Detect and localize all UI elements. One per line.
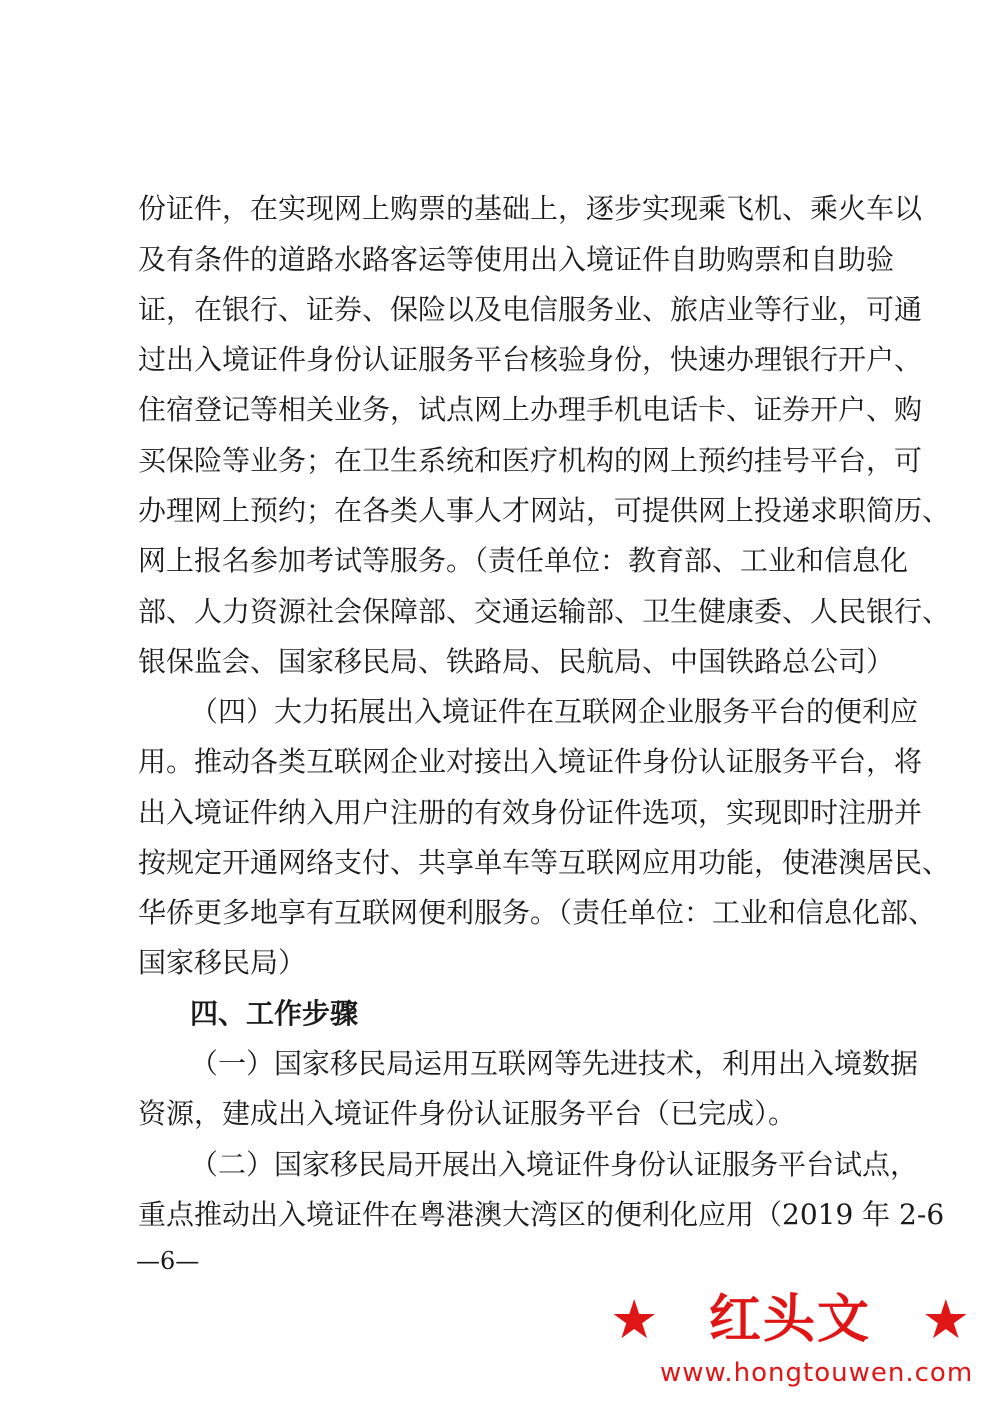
star-icon: ★ xyxy=(921,1288,970,1351)
text-line: 办理网上预约；在各类人事人才网站，可提供网上投递求职简历、 xyxy=(138,494,951,527)
text-line: 出入境证件纳入用户注册的有效身份证件选项，实现即时注册并 xyxy=(138,796,923,829)
text-line: 国家移民局） xyxy=(138,946,307,979)
text-line: 住宿登记等相关业务，试点网上办理手机电话卡、证券开户、购 xyxy=(138,393,923,426)
text-line: 买保险等业务；在卫生系统和医疗机构的网上预约挂号平台，可 xyxy=(138,444,923,477)
section-heading: 四、工作步骤 xyxy=(190,997,359,1030)
text-line: 银保监会、国家移民局、铁路局、民航局、中国铁路总公司） xyxy=(138,645,895,678)
text-line: 证，在银行、证券、保险以及电信服务业、旅店业等行业，可通 xyxy=(138,293,923,326)
text-line: 网上报名参加考试等服务。（责任单位：教育部、工业和信息化 xyxy=(138,544,909,577)
section-four-paragraph-start: （四）大力拓展出入境证件在互联网企业服务平台的便利应 xyxy=(190,695,919,728)
page-number: —6— xyxy=(136,1247,200,1275)
text-line: 部、人力资源社会保障部、交通运输部、卫生健康委、人民银行、 xyxy=(138,595,951,628)
text-line: 重点推动出入境证件在粤港澳大湾区的便利化应用（2019 年 2-6 xyxy=(138,1198,945,1231)
text-line: 过出入境证件身份认证服务平台核验身份，快速办理银行开户、 xyxy=(138,343,923,376)
step-two-paragraph-start: （二）国家移民局开展出入境证件身份认证服务平台试点， xyxy=(190,1148,919,1181)
text-line: 按规定开通网络支付、共享单车等互联网应用功能，使港澳居民、 xyxy=(138,846,951,879)
watermark xyxy=(610,1285,974,1400)
text-line: 及有条件的道路水路客运等使用出入境证件自助购票和自助验 xyxy=(138,243,895,276)
star-icon: ★ xyxy=(610,1288,659,1351)
text-line: 份证件，在实现网上购票的基础上，逐步实现乘飞机、乘火车以 xyxy=(138,192,923,225)
step-one-paragraph-start: （一）国家移民局运用互联网等先进技术，利用出入境数据 xyxy=(190,1047,919,1080)
text-line: 用。推动各类互联网企业对接出入境证件身份认证服务平台，将 xyxy=(138,745,923,778)
text-line: 华侨更多地享有互联网便利服务。（责任单位：工业和信息化部、 xyxy=(138,896,937,929)
text-line: 资源，建成出入境证件身份认证服务平台（已完成）。 xyxy=(138,1097,797,1130)
watermark-title: 红头文 xyxy=(708,1290,871,1350)
watermark-title-row xyxy=(610,1285,970,1355)
watermark-url: www.hongtouwen.com xyxy=(660,1358,974,1388)
